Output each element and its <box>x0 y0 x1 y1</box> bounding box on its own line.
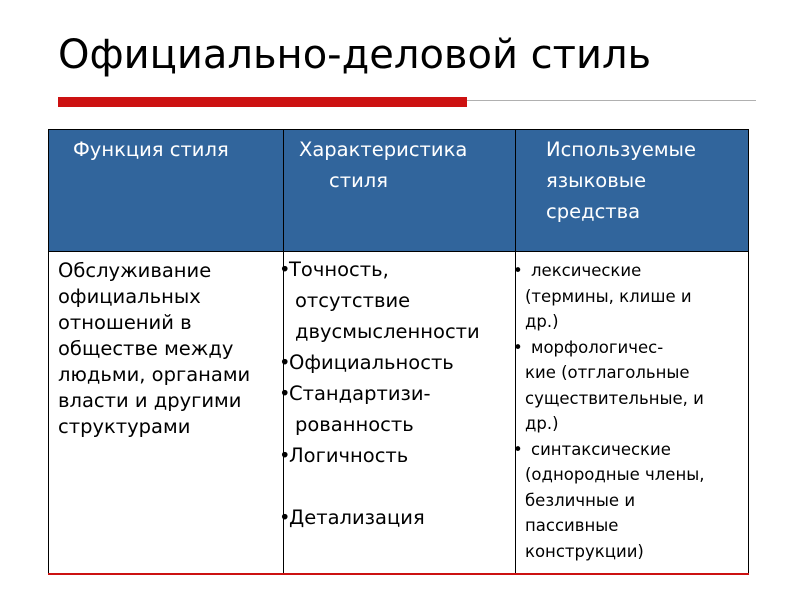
list-item <box>513 437 705 463</box>
list-item-text: двусмысленности <box>295 320 480 343</box>
list-item-text: синтаксические <box>531 439 671 459</box>
bullet-icon: • <box>279 351 291 374</box>
list-item <box>279 502 480 533</box>
list-item-text: морфологичес- <box>531 337 664 357</box>
body-text: людьми, органами <box>58 363 251 386</box>
slide-title: Официально-деловой стиль <box>58 32 652 78</box>
list-item-text: Логичность <box>289 444 409 467</box>
bullet-icon: • <box>279 444 291 467</box>
list-item <box>513 258 705 284</box>
header-text: Функция стиля <box>73 138 229 161</box>
list-item <box>279 440 480 471</box>
bullet-icon: • <box>513 439 523 459</box>
list-item-text: безличные и <box>525 490 636 510</box>
body-text: власти и другими <box>58 389 242 412</box>
header-cell-characteristic <box>299 134 467 196</box>
bullet-icon: • <box>513 337 523 357</box>
header-text: средства <box>546 200 641 223</box>
list-item-text: Официальность <box>289 351 454 374</box>
list-item-text: кие (отглагольные <box>525 363 690 382</box>
body-text: Обслуживание <box>58 259 212 282</box>
body-text: отношений в <box>58 311 192 334</box>
list-item-text: (однородные члены, <box>525 465 705 484</box>
table-bottom-accent <box>48 573 749 575</box>
list-item-text: пассивные <box>525 516 619 535</box>
list-item <box>279 254 480 285</box>
list-item-text: Детализация <box>289 506 425 529</box>
list-item-text: (термины, клише и <box>525 286 692 306</box>
cell-language-means <box>513 258 705 564</box>
list-item-text: Точность, <box>289 258 389 281</box>
body-text: официальных <box>58 285 201 308</box>
header-cell-language-means <box>546 134 696 227</box>
cell-style-characteristics <box>279 254 480 533</box>
list-item-text: отсутствие <box>295 289 411 312</box>
list-item <box>279 347 480 378</box>
header-text: Характеристика <box>299 138 468 161</box>
list-item-text: др.) <box>525 414 559 433</box>
list-item-text: Стандартизи- <box>289 382 431 405</box>
bullet-icon: • <box>513 261 523 280</box>
bullet-icon: • <box>279 258 291 281</box>
list-item-text: конструкции) <box>525 541 644 561</box>
list-item-text: рованность <box>295 413 414 436</box>
cell-style-function <box>58 258 250 440</box>
body-text: обществе между <box>58 337 234 360</box>
header-text: стиля <box>329 169 388 192</box>
title-underline-accent <box>58 97 467 107</box>
body-text: структурами <box>58 415 191 438</box>
style-table <box>48 129 749 575</box>
list-item-text: др.) <box>525 312 559 331</box>
list-item-text: лексические <box>531 261 642 280</box>
spacer <box>279 471 480 502</box>
list-item-text: существительные, и <box>525 388 704 408</box>
header-text: языковые <box>546 169 647 192</box>
bullet-icon: • <box>279 506 291 529</box>
header-text: Используемые <box>546 138 696 161</box>
list-item <box>279 378 480 409</box>
header-cell-function <box>73 134 229 165</box>
list-item <box>513 335 705 361</box>
bullet-icon: • <box>279 382 291 405</box>
